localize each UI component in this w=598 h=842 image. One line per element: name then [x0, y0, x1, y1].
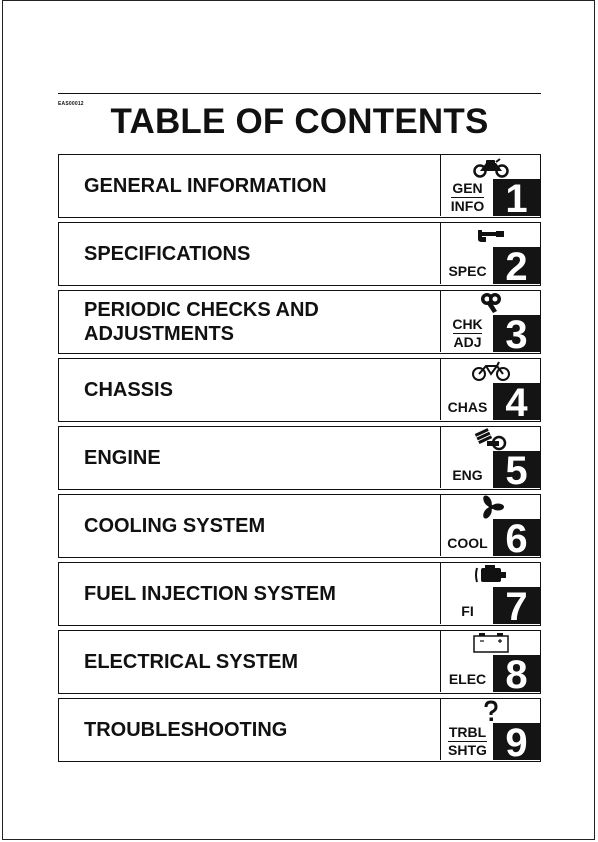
toc-row-cooling-system[interactable]	[58, 494, 541, 561]
question-mark-icon	[441, 699, 541, 723]
section-tab[interactable]	[440, 223, 540, 289]
abbr-line: TRBL	[448, 724, 487, 740]
section-title-line: FUEL INJECTION SYSTEM	[84, 583, 336, 605]
section-title	[84, 699, 434, 761]
section-number: 6	[493, 519, 540, 556]
abbr-line: ENG	[452, 467, 483, 483]
toc-row-general-information[interactable]	[58, 154, 541, 221]
section-title-line: SPECIFICATIONS	[84, 243, 251, 265]
toc-row-electrical-system[interactable]	[58, 630, 541, 697]
section-title-line: PERIODIC CHECKS AND	[84, 299, 319, 321]
section-title	[84, 631, 434, 693]
section-title	[84, 563, 434, 625]
section-tab[interactable]	[440, 563, 540, 629]
section-abbreviation	[441, 587, 494, 624]
abbr-line: CHK	[452, 316, 483, 332]
section-title-line: TROUBLESHOOTING	[84, 719, 288, 741]
section-title-line: COOLING SYSTEM	[84, 515, 266, 537]
motorcycle-icon	[441, 155, 541, 179]
section-title-line: ADJUSTMENTS	[84, 323, 235, 345]
abbr-line: CHAS	[447, 399, 488, 415]
section-tab[interactable]	[440, 291, 540, 357]
section-number: 5	[493, 451, 540, 488]
abbr-line: INFO	[450, 198, 485, 214]
fuel-injection-icon	[441, 563, 541, 587]
section-number: 3	[493, 315, 540, 352]
toc-row-fuel-injection-system[interactable]	[58, 562, 541, 629]
section-abbreviation	[441, 723, 494, 760]
page-title: TABLE OF CONTENTS	[110, 102, 489, 141]
section-title-line: GENERAL INFORMATION	[84, 175, 327, 197]
section-number: 9	[493, 723, 540, 760]
toc-row-chassis[interactable]	[58, 358, 541, 425]
battery-icon	[441, 631, 541, 655]
abbr-line: SPEC	[448, 263, 487, 279]
section-number: 1	[493, 179, 540, 216]
section-abbreviation	[441, 315, 494, 352]
section-title-line: ENGINE	[84, 447, 161, 469]
document-code: EAS00012	[58, 101, 84, 107]
section-number: 4	[493, 383, 540, 420]
section-abbreviation	[441, 247, 494, 284]
section-abbreviation	[441, 383, 494, 420]
section-tab[interactable]	[440, 631, 540, 697]
section-title-line: CHASSIS	[84, 379, 173, 401]
section-number: 8	[493, 655, 540, 692]
section-tab[interactable]	[440, 359, 540, 425]
abbr-line: ELEC	[448, 671, 487, 687]
abbr-line: ADJ	[453, 334, 482, 350]
toc-row-troubleshooting[interactable]	[58, 698, 541, 765]
section-tab[interactable]	[440, 699, 540, 765]
fan-icon	[441, 495, 541, 519]
section-number: 2	[493, 247, 540, 284]
section-abbreviation	[441, 451, 494, 488]
section-title-line: ELECTRICAL SYSTEM	[84, 651, 299, 673]
section-title	[84, 291, 434, 353]
toc-row-specifications[interactable]	[58, 222, 541, 289]
abbr-line: SHTG	[448, 742, 487, 758]
abbr-line: FI	[461, 603, 474, 619]
toc-row-engine[interactable]	[58, 426, 541, 493]
bike-chassis-icon	[441, 359, 541, 383]
section-abbreviation	[441, 655, 494, 692]
section-tab[interactable]	[440, 155, 540, 221]
section-abbreviation	[441, 519, 494, 556]
abbr-line: COOL	[447, 535, 488, 551]
section-title	[84, 427, 434, 489]
section-title	[84, 155, 434, 217]
caliper-icon	[441, 223, 541, 247]
abbr-line: GEN	[452, 180, 483, 196]
section-title	[84, 359, 434, 421]
section-tab[interactable]	[440, 427, 540, 493]
section-title	[84, 223, 434, 285]
section-title	[84, 495, 434, 557]
toc-row-periodic-checks[interactable]	[58, 290, 541, 357]
section-abbreviation	[441, 179, 494, 216]
section-tab[interactable]	[440, 495, 540, 561]
engine-piston-icon	[441, 427, 541, 451]
wrench-icon	[441, 291, 541, 315]
header-rule	[58, 93, 541, 94]
section-number: 7	[493, 587, 540, 624]
